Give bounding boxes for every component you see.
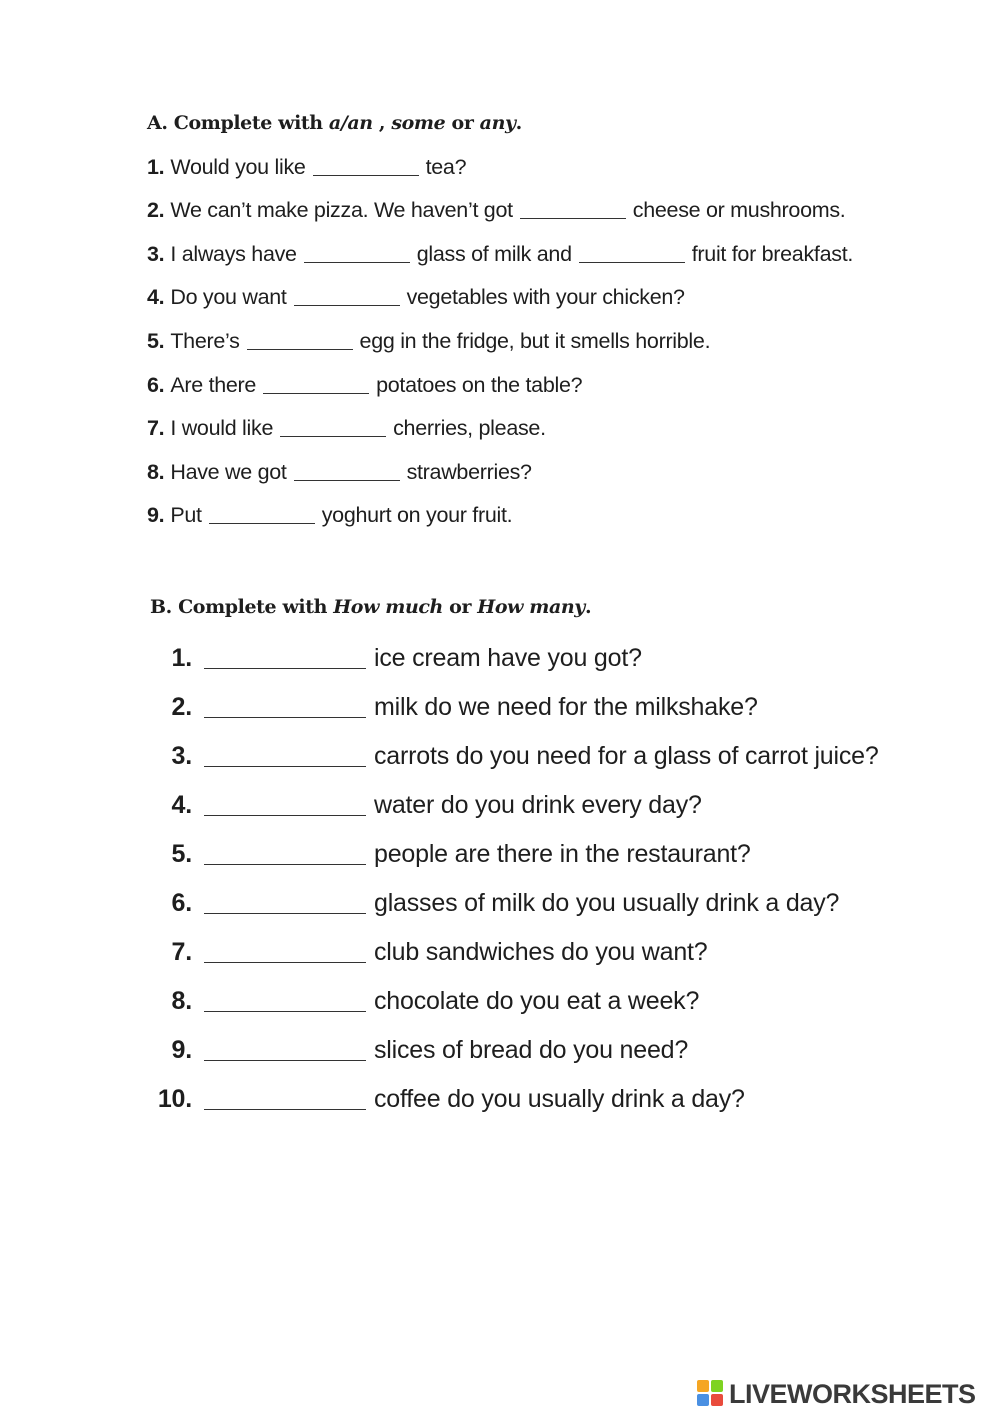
section-a-heading-a-an: a/an — [328, 112, 373, 134]
item-number: 8. — [147, 459, 165, 484]
item-text: cherries, please. — [393, 416, 546, 441]
section-a-heading-or: or — [445, 112, 480, 134]
exercise-b-item — [150, 690, 758, 724]
exercise-b-item — [150, 788, 702, 822]
exercise-a-item — [147, 414, 546, 444]
exercise-a-item — [147, 239, 853, 269]
item-number: 6. — [147, 372, 165, 397]
logo-mark-icon — [697, 1380, 725, 1408]
answer-blank[interactable] — [204, 1109, 366, 1110]
item-text: water do you drink every day? — [374, 790, 702, 819]
item-text: milk do we need for the milkshake? — [374, 692, 758, 721]
section-a-heading-sep: , — [372, 112, 392, 134]
liveworksheets-logo — [697, 1378, 976, 1410]
exercise-a-item — [147, 283, 685, 313]
answer-blank[interactable] — [209, 523, 315, 524]
section-b-heading — [150, 596, 591, 618]
answer-blank[interactable] — [204, 717, 366, 718]
item-number: 7. — [147, 416, 165, 441]
item-text: chocolate do you eat a week? — [374, 986, 700, 1015]
item-text: egg in the fridge, but it smells horrible. — [359, 328, 711, 353]
answer-blank[interactable] — [204, 962, 366, 963]
item-number: 4. — [171, 790, 192, 819]
item-text: yoghurt on your fruit. — [321, 503, 513, 528]
item-text: glass of milk and — [416, 241, 572, 266]
item-text: tea? — [425, 154, 467, 179]
item-number: 1. — [147, 154, 165, 179]
section-b-heading-how-much: How much — [333, 596, 443, 618]
answer-blank[interactable] — [204, 815, 366, 816]
item-text: slices of bread do you need? — [374, 1035, 689, 1064]
answer-blank[interactable] — [247, 349, 353, 350]
item-number: 1. — [171, 643, 192, 672]
item-number: 9. — [147, 503, 165, 528]
item-number: 9. — [171, 1035, 192, 1064]
exercise-a-item — [147, 457, 532, 487]
item-text: Have we got — [170, 459, 287, 484]
item-text: Are there — [170, 372, 257, 397]
answer-blank[interactable] — [520, 218, 626, 219]
section-b-heading-or: or — [442, 596, 478, 618]
answer-blank[interactable] — [579, 262, 685, 263]
item-text: Do you want — [170, 285, 287, 310]
exercise-b-item — [150, 837, 751, 871]
item-text: I always have — [170, 241, 297, 266]
item-text: carrots do you need for a glass of carrot juice? — [374, 741, 879, 770]
item-text: club sandwiches do you want? — [374, 937, 708, 966]
logo-text: LIVEWORKSHEETS — [729, 1378, 976, 1409]
exercise-b-item — [150, 1082, 745, 1116]
answer-blank[interactable] — [263, 393, 369, 394]
section-a-heading-end: . — [515, 112, 522, 134]
item-number: 5. — [147, 328, 165, 353]
section-b-heading-how-many: How many — [477, 596, 585, 618]
item-number: 3. — [171, 741, 192, 770]
item-number: 6. — [171, 888, 192, 917]
answer-blank[interactable] — [294, 480, 400, 481]
answer-blank[interactable] — [204, 1060, 366, 1061]
item-text: Put — [170, 503, 202, 528]
item-text: vegetables with your chicken? — [406, 285, 685, 310]
answer-blank[interactable] — [304, 262, 410, 263]
answer-blank[interactable] — [204, 766, 366, 767]
exercise-b-item — [150, 739, 879, 773]
item-text: fruit for breakfast. — [691, 241, 854, 266]
item-number: 8. — [171, 986, 192, 1015]
item-number: 7. — [171, 937, 192, 966]
exercise-a-item — [147, 326, 710, 356]
item-number: 5. — [171, 839, 192, 868]
exercise-a-item — [147, 370, 582, 400]
item-text: I would like — [170, 416, 274, 441]
exercise-b-item — [150, 641, 642, 675]
item-text: Would you like — [170, 154, 306, 179]
item-text: There’s — [170, 328, 240, 353]
exercise-b-item — [150, 886, 839, 920]
item-number: 2. — [147, 198, 165, 223]
exercise-b-item — [150, 1033, 688, 1067]
answer-blank[interactable] — [313, 175, 419, 176]
answer-blank[interactable] — [204, 913, 366, 914]
answer-blank[interactable] — [204, 668, 366, 669]
item-text: potatoes on the table? — [376, 372, 583, 397]
item-text: We can’t make pizza. We haven’t got — [170, 198, 513, 223]
item-number: 10. — [157, 1084, 192, 1113]
exercise-b-item — [150, 984, 699, 1018]
exercise-a-item — [147, 196, 845, 226]
answer-blank[interactable] — [294, 305, 400, 306]
section-b-heading-prefix: B. Complete with — [150, 596, 334, 618]
section-b-heading-end: . — [584, 596, 592, 618]
item-text: strawberries? — [406, 459, 532, 484]
section-a-heading — [147, 112, 522, 134]
section-a-heading-some: some — [391, 112, 446, 134]
item-number: 4. — [147, 285, 165, 310]
item-number: 2. — [171, 692, 192, 721]
answer-blank[interactable] — [204, 1011, 366, 1012]
item-text: coffee do you usually drink a day? — [374, 1084, 745, 1113]
item-text: glasses of milk do you usually drink a day? — [374, 888, 840, 917]
section-a-heading-prefix: A. Complete with — [147, 112, 329, 134]
item-text: cheese or mushrooms. — [632, 198, 846, 223]
item-number: 3. — [147, 241, 165, 266]
item-text: people are there in the restaurant? — [374, 839, 751, 868]
exercise-b-item — [150, 935, 708, 969]
answer-blank[interactable] — [280, 436, 386, 437]
answer-blank[interactable] — [204, 864, 366, 865]
item-text: ice cream have you got? — [374, 643, 642, 672]
exercise-a-item — [147, 152, 466, 182]
exercise-a-item — [147, 501, 512, 531]
section-a-heading-any: any — [479, 112, 516, 134]
